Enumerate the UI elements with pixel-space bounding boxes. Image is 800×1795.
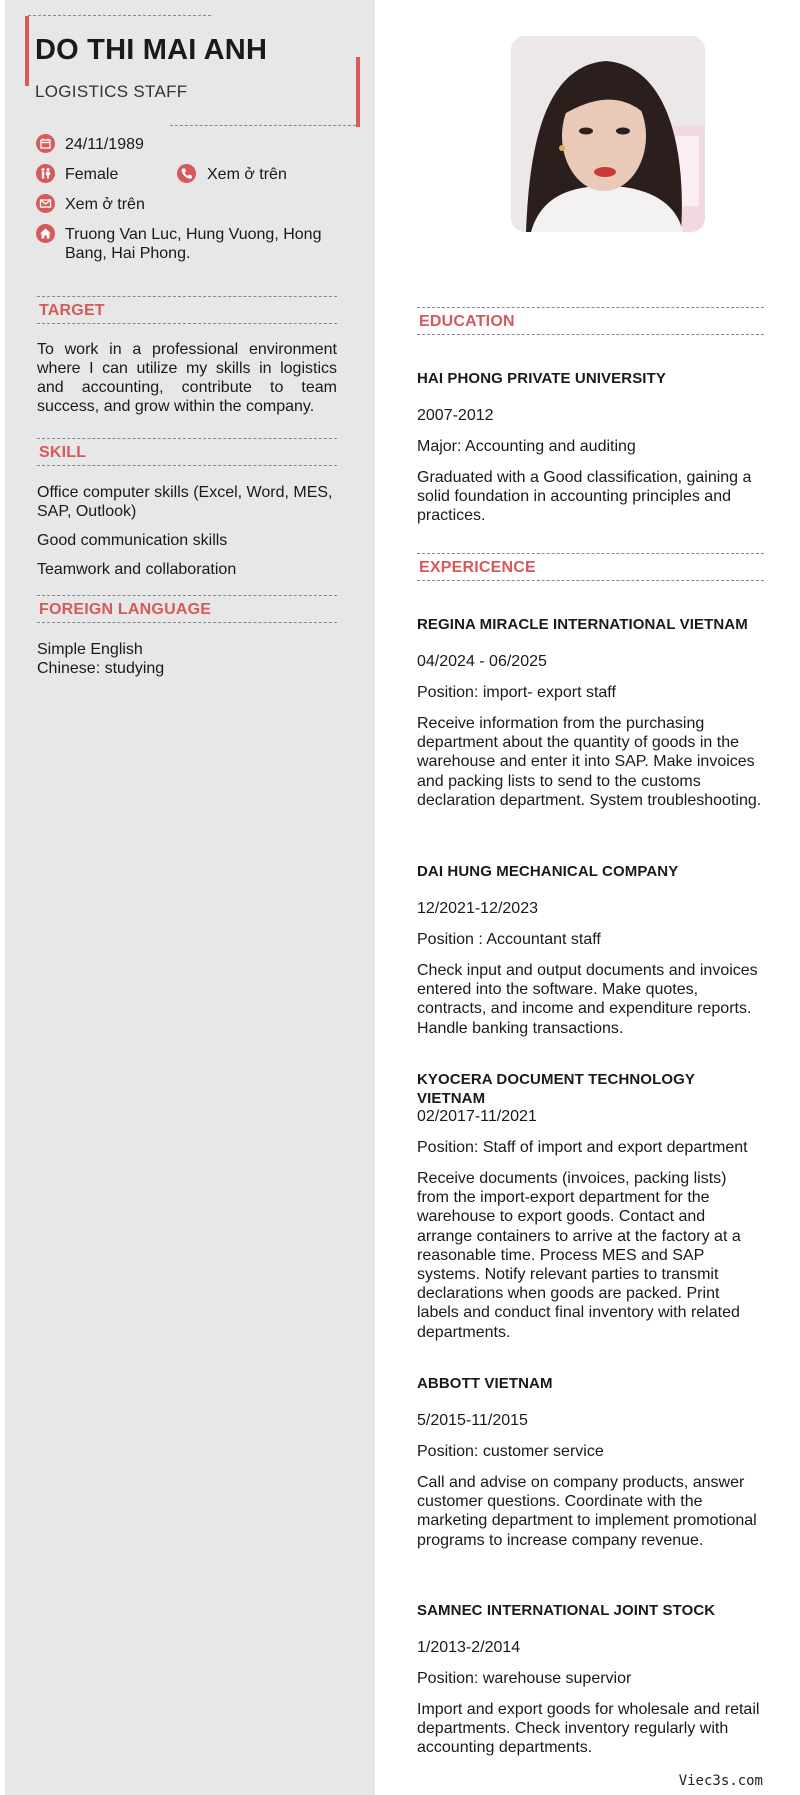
divider: [170, 125, 356, 126]
job-company: SAMNEC INTERNATIONAL JOINT STOCK: [417, 1602, 716, 1619]
watermark: Viec3s.com: [678, 1773, 763, 1789]
education-major: Major: Accounting and auditing: [417, 438, 636, 455]
job-position: Position: Staff of import and export department: [417, 1139, 748, 1156]
school-name: HAI PHONG PRIVATE UNIVERSITY: [417, 370, 666, 387]
job-position: Position: customer service: [417, 1443, 604, 1460]
skill-item: Office computer skills (Excel, Word, MES, SAP, Outlook): [37, 484, 333, 520]
job-period: 1/2013-2/2014: [417, 1639, 521, 1656]
section-title-education: EDUCATION: [417, 307, 764, 335]
section-title-target: TARGET: [37, 296, 337, 324]
accent-bar: [25, 16, 29, 86]
job-description: Check input and output documents and invoices entered into the software. Make quotes, contracts, and income and expenditure reports. Handle banking transactions.: [417, 962, 758, 1037]
job-description: Call and advise on company products, answer customer questions. Coordinate with the marketing department to implement promotional programs to increase company revenue.: [417, 1474, 757, 1549]
job-period: 12/2021-12/2023: [417, 900, 538, 917]
gender-icon: [36, 164, 55, 183]
language-item: Simple English: [37, 641, 143, 658]
phone: Xem ở trên: [207, 166, 287, 183]
job-company: DAI HUNG MECHANICAL COMPANY: [417, 863, 679, 880]
home-icon: [36, 224, 55, 243]
job-company: KYOCERA DOCUMENT TECHNOLOGY VIETNAM: [417, 1071, 695, 1108]
phone-icon: [177, 164, 196, 183]
job-title: LOGISTICS STAFF: [35, 82, 188, 101]
education-period: 2007-2012: [417, 407, 494, 424]
section-title-experience: EXPERICENCE: [417, 553, 764, 581]
skill-item: Good communication skills: [37, 532, 228, 549]
job-period: 02/2017-11/2021: [417, 1108, 537, 1125]
address: Truong Van Luc, Hung Vuong, Hong Bang, Hai Phong.: [65, 226, 322, 262]
job-position: Position : Accountant staff: [417, 931, 601, 948]
target-text: To work in a professional environment where I can utilize my skills in logistics and accounting, contribute to team success, and grow within the company.: [37, 341, 337, 415]
job-period: 04/2024 - 06/2025: [417, 653, 547, 670]
skill-item: Teamwork and collaboration: [37, 561, 237, 578]
left-sidebar: [5, 0, 375, 1795]
education-description: Graduated with a Good classification, gaining a solid foundation in accounting principles and practices.: [417, 469, 752, 525]
accent-bar: [356, 57, 360, 127]
job-description: Receive information from the purchasing department about the quantity of goods in the warehouse and enter it into SAP. Make invoices and packing lists to send to the customs declaration department. System troubleshooting.: [417, 715, 762, 809]
email: Xem ở trên: [65, 196, 145, 213]
email-icon: [36, 194, 55, 213]
job-description: Import and export goods for wholesale and retail departments. Check inventory regularly with accounting departments.: [417, 1701, 760, 1757]
job-description: Receive documents (invoices, packing lists) from the import-export department for the warehouse to export goods. Contact and arrange containers to arrive at the factory at a reasonable time. Process MES and SAP systems. Notify relevant parties to transmit declarations when goods are packed. Print labels and conduct final inventory with related departments.: [417, 1170, 741, 1341]
language-item: Chinese: studying: [37, 660, 165, 677]
section-title-skill: SKILL: [37, 438, 337, 466]
job-company: ABBOTT VIETNAM: [417, 1375, 553, 1392]
job-position: Position: warehouse supervior: [417, 1670, 632, 1687]
job-period: 5/2015-11/2015: [417, 1412, 528, 1429]
name-block: [25, 14, 360, 126]
calendar-icon: [36, 134, 55, 153]
section-title-language: FOREIGN LANGUAGE: [37, 595, 337, 623]
profile-photo: [511, 36, 705, 232]
gender: Female: [65, 166, 119, 183]
job-company: REGINA MIRACLE INTERNATIONAL VIETNAM: [417, 616, 748, 633]
divider: [28, 15, 211, 16]
full-name: DO THI MAI ANH: [35, 34, 268, 66]
birthday: 24/11/1989: [65, 136, 144, 153]
job-position: Position: import- export staff: [417, 684, 616, 701]
